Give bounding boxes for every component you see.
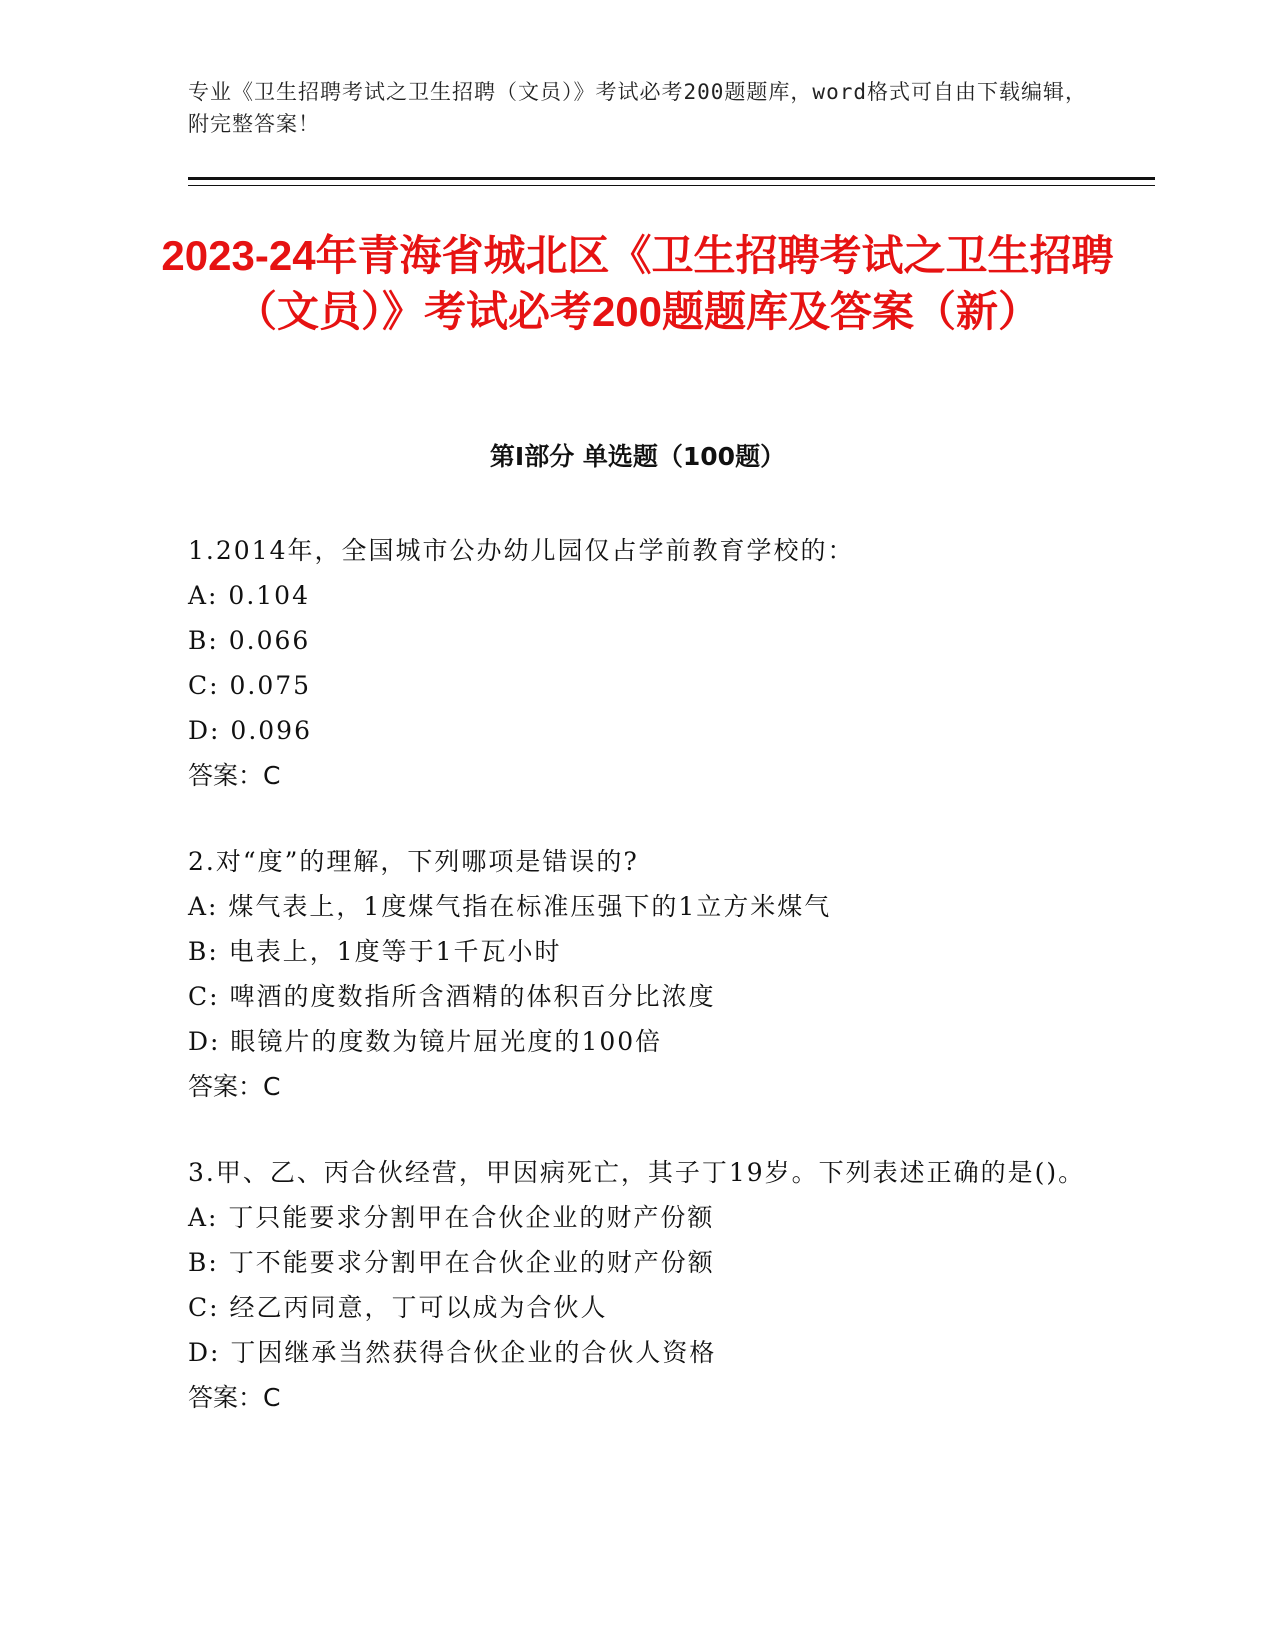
option-d: D: 眼镜片的度数为镜片屈光度的100倍 — [188, 1027, 663, 1056]
option-d: D: 丁因继承当然获得合伙企业的合伙人资格 — [188, 1338, 717, 1367]
document-title: 2023-24年青海省城北区《卫生招聘考试之卫生招聘（文员）》考试必考200题题库及答案（新） — [161, 232, 1114, 335]
option-a: A: 煤气表上，1度煤气指在标准压强下的1立方米煤气 — [188, 892, 832, 921]
section-heading: 第Ⅰ部分 单选题（100题） — [489, 442, 786, 471]
question-3 — [188, 1150, 1088, 1420]
option-b: B: 电表上，1度等于1千瓦小时 — [188, 937, 562, 966]
question-list — [188, 528, 1088, 1461]
header-note: 专业《卫生招聘考试之卫生招聘（文员）》考试必考200题题库，word格式可自由下载编辑，附完整答案！ — [188, 80, 1087, 136]
option-d: D: 0.096 — [188, 716, 312, 745]
option-b: B: 0.066 — [188, 626, 311, 655]
header-rule-thick — [188, 177, 1155, 180]
header-rule-thin — [188, 185, 1155, 186]
option-c: C: 0.075 — [188, 671, 312, 700]
option-a: A: 丁只能要求分割甲在合伙企业的财产份额 — [188, 1203, 715, 1232]
answer: 答案：C — [188, 761, 281, 790]
option-c: C: 经乙丙同意，丁可以成为合伙人 — [188, 1293, 608, 1322]
question-1 — [188, 528, 1088, 798]
option-c: C: 啤酒的度数指所含酒精的体积百分比浓度 — [188, 982, 716, 1011]
question-stem: 3.甲、乙、丙合伙经营，甲因病死亡，其子丁19岁。下列表述正确的是()。 — [188, 1158, 1086, 1187]
question-stem: 1.2014年，全国城市公办幼儿园仅占学前教育学校的： — [188, 536, 855, 565]
question-2 — [188, 839, 1088, 1109]
answer: 答案：C — [188, 1383, 281, 1412]
option-b: B: 丁不能要求分割甲在合伙企业的财产份额 — [188, 1248, 715, 1277]
option-a: A: 0.104 — [188, 581, 310, 610]
answer: 答案：C — [188, 1072, 281, 1101]
question-stem: 2.对“度”的理解，下列哪项是错误的? — [188, 847, 639, 876]
